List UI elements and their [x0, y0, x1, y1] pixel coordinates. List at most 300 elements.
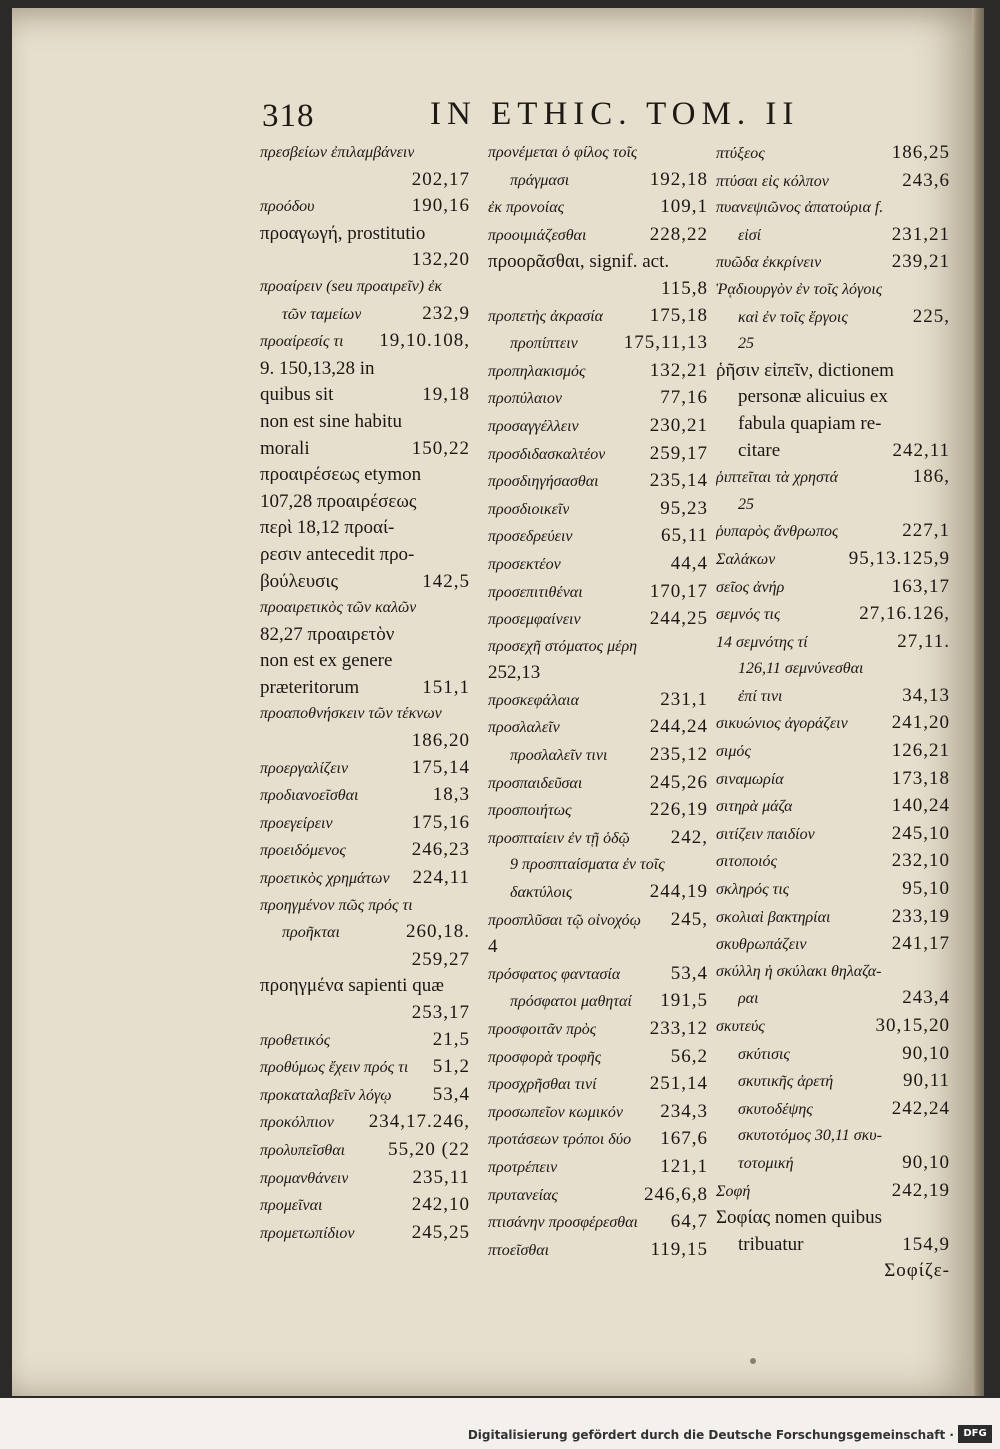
index-entry	[260, 247, 470, 274]
index-term: προορᾶσθαι, signif. act.	[488, 251, 670, 273]
index-entry	[260, 837, 470, 865]
dfg-logo: DFG	[958, 1425, 992, 1443]
index-reference: 245,	[670, 908, 708, 930]
index-entry	[488, 1209, 708, 1237]
index-reference: 186,25	[891, 142, 950, 163]
index-term: σκύτισις	[738, 1045, 790, 1063]
index-term: σεμνός τις	[716, 606, 781, 624]
index-entry	[716, 985, 950, 1013]
index-entry	[260, 328, 470, 356]
index-entry	[716, 959, 950, 986]
index-entry	[488, 714, 708, 742]
index-entry	[716, 656, 950, 683]
index-reference: 119,15	[650, 1238, 708, 1260]
index-entry	[488, 385, 708, 413]
index-reference: 151,1	[422, 676, 470, 698]
index-reference: 175,16	[411, 811, 470, 833]
index-reference: 233,19	[891, 905, 950, 927]
index-reference: 245,10	[891, 822, 950, 844]
index-reference: 140,24	[891, 795, 950, 817]
index-reference: 243,4	[902, 987, 950, 1009]
index-reference: 192,18	[649, 168, 708, 190]
index-entry	[716, 738, 950, 766]
index-term: σιναμωρία	[716, 770, 784, 788]
index-reference: 64,7	[670, 1211, 708, 1233]
index-term: 25	[738, 495, 754, 513]
index-entry	[260, 1137, 470, 1165]
index-entry	[716, 249, 950, 277]
index-reference: 115,8	[660, 277, 708, 299]
index-entry	[716, 492, 950, 519]
index-reference: 232,10	[891, 850, 950, 872]
index-term: προόδου	[260, 198, 315, 216]
index-entry	[716, 1068, 950, 1096]
index-reference: 245,25	[411, 1221, 470, 1243]
index-term: personæ alicuius ex	[738, 386, 888, 408]
index-entry	[488, 1237, 708, 1265]
index-reference: 132,20	[411, 249, 470, 271]
index-term: 14 σεμνότης τί	[716, 633, 808, 651]
index-entry	[488, 496, 708, 524]
index-entry	[260, 301, 470, 329]
index-term: præteritorum	[260, 676, 360, 698]
index-term: tribuatur	[738, 1233, 804, 1255]
index-entry	[488, 249, 708, 276]
index-term: προσποιήτως	[488, 802, 572, 820]
index-term: quibus sit	[260, 384, 334, 406]
index-entry	[260, 728, 470, 755]
index-term: προετικὸς χρημάτων	[260, 870, 390, 888]
index-term: ἐκ προνοίας	[488, 199, 565, 217]
index-term: Ῥᾳδιουργὸν ἐν τοῖς λόγοις	[716, 280, 883, 298]
index-term: ῥιπτεῖται τὰ χρηστά	[716, 469, 838, 487]
index-entry	[260, 622, 470, 649]
index-term: ρεσιν antecedit προ-	[260, 543, 415, 565]
index-term: προσεπιτιθέναι	[488, 583, 583, 601]
index-reference: 44,4	[670, 552, 708, 574]
index-term: σιτηρὰ μάζα	[716, 798, 793, 816]
index-entry	[260, 515, 470, 542]
index-reference: 18,3	[432, 784, 470, 806]
index-entry	[716, 1178, 950, 1206]
index-reference: 95,10	[902, 878, 950, 900]
index-term: προσφοιτᾶν πρὸς	[488, 1021, 597, 1038]
index-entry	[488, 879, 708, 907]
index-entry	[260, 595, 470, 622]
index-term: περὶ 18,12 προαί-	[260, 517, 395, 539]
index-entry	[260, 193, 470, 221]
index-entry	[716, 277, 950, 304]
footer-bar	[0, 1398, 1000, 1449]
index-entry	[716, 438, 950, 465]
index-entry	[716, 304, 950, 332]
index-term: προηγμένον πῶς πρός τι	[260, 896, 413, 914]
index-term: προπηλακισμός	[488, 362, 586, 380]
index-entry	[260, 1220, 470, 1248]
index-entry	[260, 167, 470, 194]
index-reference: 90,10	[902, 1151, 950, 1173]
index-term: προνέμεται ὁ φίλος τοῖς	[488, 144, 638, 161]
index-reference: 175,18	[649, 304, 708, 326]
index-reference: 224,11	[412, 867, 470, 889]
index-term: προσεδρεύειν	[488, 528, 573, 546]
index-column-2	[488, 140, 708, 1264]
index-reference: 227,1	[902, 520, 950, 542]
index-entry	[716, 1096, 950, 1124]
index-entry	[260, 701, 470, 728]
index-term: 25	[738, 335, 754, 353]
index-entry	[488, 742, 708, 770]
index-term: πτισάνην προσφέρεσθαι	[488, 1214, 638, 1232]
index-term: προσωπεῖον κωμικόν	[488, 1103, 623, 1121]
index-entry	[716, 1205, 950, 1232]
index-term: προκόλπιον	[260, 1114, 334, 1132]
index-entry	[260, 973, 470, 1000]
index-term: fabula quapiam re-	[738, 412, 882, 434]
index-entry	[488, 441, 708, 469]
index-term: προειδόμενος	[260, 842, 346, 860]
index-entry	[260, 1109, 470, 1137]
index-term: προηγμένα sapienti quæ	[260, 975, 444, 997]
index-reference: 173,18	[891, 767, 950, 789]
index-entry	[488, 222, 708, 250]
index-entry	[488, 523, 708, 551]
index-reference: 260,18.	[406, 921, 470, 943]
index-entry	[488, 934, 708, 961]
index-entry	[260, 569, 470, 596]
index-term: Σοφή	[716, 1182, 751, 1200]
index-reference: 56,2	[670, 1045, 708, 1067]
index-entry	[488, 852, 708, 879]
index-entry	[488, 358, 708, 386]
index-entry	[716, 601, 950, 629]
index-entry	[260, 221, 470, 248]
index-entry	[488, 961, 708, 989]
index-term: προοιμιάζεσθαι	[488, 226, 587, 244]
index-term: προπύλαιον	[488, 390, 562, 408]
index-term: προσδιηγήσασθαι	[488, 473, 599, 491]
index-reference: 186,	[912, 466, 950, 488]
index-entry	[260, 810, 470, 838]
index-term: προαίρειν (seu προαιρεῖν) ἐκ	[260, 277, 443, 295]
index-reference: 234,17.246,	[368, 1111, 470, 1133]
index-term: σικυώνιος ἀγοράζειν	[716, 715, 848, 733]
index-reference: 202,17	[411, 168, 470, 190]
index-term: προαιρέσεως etymon	[260, 464, 422, 486]
index-reference: Σοφίζε-	[884, 1260, 950, 1282]
index-term: προσπταίειν ἐν τῇ ὁδῷ	[488, 829, 630, 847]
index-term: Σοφίας nomen quibus	[716, 1207, 882, 1229]
index-entry	[716, 195, 950, 222]
index-entry	[716, 1150, 950, 1178]
index-term: προσχρῆσθαι τινί	[488, 1076, 597, 1094]
index-reference: 234,3	[660, 1100, 708, 1122]
index-entry	[488, 687, 708, 715]
index-entry	[260, 947, 470, 974]
index-reference: 232,9	[422, 302, 470, 324]
index-entry	[488, 413, 708, 441]
index-term: σιτοποιός	[716, 853, 778, 871]
index-reference: 190,16	[411, 195, 470, 217]
index-entry	[488, 907, 708, 935]
index-entry	[488, 606, 708, 634]
index-reference: 90,10	[902, 1042, 950, 1064]
index-term: Σαλάκων	[716, 550, 776, 568]
index-term: ῥυπαρὸς ἄνθρωπος	[716, 523, 839, 541]
index-entry	[260, 356, 470, 383]
index-entry	[260, 675, 470, 702]
index-reference: 244,24	[649, 716, 708, 738]
index-reference: 230,21	[649, 414, 708, 436]
index-entry	[488, 634, 708, 661]
index-entry	[716, 574, 950, 602]
index-term: citare	[738, 439, 781, 461]
index-entry	[716, 464, 950, 492]
index-reference: 175,11,13	[623, 332, 708, 354]
page-number: 318	[262, 98, 315, 134]
index-term: προλυπεῖσθαι	[260, 1141, 346, 1159]
footer-credit: Digitalisierung gefördert durch die Deutsche Forschungsgemeinschaft ·	[467, 1428, 954, 1442]
index-term: προδιανοεῖσθαι	[260, 787, 359, 805]
index-term: πρόσφατος φαντασία	[488, 965, 621, 983]
index-entry	[716, 384, 950, 411]
index-column-1	[260, 140, 470, 1247]
index-entry	[716, 411, 950, 438]
index-entry	[488, 660, 708, 687]
index-term: προσπλῦσαι τῷ οἰνοχόῳ	[488, 911, 641, 929]
ink-spot	[750, 1358, 756, 1364]
index-term: προσλαλεῖν	[488, 719, 560, 737]
index-term: ραι	[738, 990, 759, 1008]
index-entry	[260, 462, 470, 489]
index-term: 9. 150,13,28 in	[260, 357, 375, 379]
index-term: σκολιαὶ βακτηρίαι	[716, 908, 831, 926]
index-entry	[488, 1126, 708, 1154]
running-head	[262, 96, 982, 140]
index-entry	[716, 1013, 950, 1041]
index-term: σεῖος ἀνήρ	[716, 578, 785, 596]
index-reference: 226,19	[649, 799, 708, 821]
index-entry	[716, 140, 950, 168]
index-entry	[716, 168, 950, 196]
index-reference: 132,21	[649, 359, 708, 381]
index-reference: 53,4	[670, 962, 708, 984]
index-reference: 30,15,20	[875, 1015, 950, 1036]
index-entry	[716, 1232, 950, 1259]
index-entry	[716, 546, 950, 574]
index-term: ῥῆσιν εἰπεῖν, dictionem	[716, 359, 894, 381]
index-term: προαιρετικὸς τῶν καλῶν	[260, 599, 417, 617]
index-entry	[260, 1165, 470, 1193]
index-term: morali	[260, 437, 310, 459]
index-term: προπετὴς ἀκρασία	[488, 307, 604, 325]
index-reference: 253,17	[411, 1002, 470, 1023]
page-title: IN ETHIC. TOM. II	[430, 96, 800, 132]
index-entry	[716, 222, 950, 250]
index-term: προαποθνήσκειν τῶν τέκνων	[260, 705, 442, 723]
index-reference: 186,20	[411, 730, 470, 752]
index-term: προσεχῆ στόματος μέρη	[488, 637, 638, 655]
index-entry	[488, 194, 708, 222]
index-term: προσδιδασκαλτέον	[488, 445, 606, 463]
index-reference: 242,	[670, 826, 708, 848]
index-reference: 90,11	[902, 1070, 950, 1092]
index-reference: 109,1	[660, 196, 708, 218]
index-term: πυανεψιῶνος ἀπατούρια f.	[716, 199, 884, 217]
index-term: προτρέπειν	[488, 1158, 558, 1176]
index-term: σκυθρωπάζειν	[716, 936, 807, 954]
index-term: προαίρεσίς τι	[260, 333, 344, 351]
index-reference: 34,13	[902, 684, 950, 706]
index-entry	[488, 1154, 708, 1182]
index-entry	[488, 167, 708, 195]
index-reference: 235,11	[412, 1166, 470, 1188]
index-term: 4	[488, 936, 498, 958]
index-reference: 53,4	[432, 1083, 470, 1105]
index-entry	[260, 140, 470, 167]
index-term: 252,13	[488, 662, 541, 684]
index-term: προσεμφαίνειν	[488, 611, 581, 629]
index-reference: 27,16.126,	[859, 603, 950, 625]
index-term: προσαγγέλλειν	[488, 417, 579, 435]
index-reference: 231,21	[891, 223, 950, 245]
index-term: σκυτοτόμος 30,11 σκυ-	[738, 1127, 882, 1145]
index-entry	[716, 821, 950, 849]
index-term: σκύλλη ἡ σκύλακι θηλαζα-	[716, 962, 882, 980]
index-term: προμανθάνειν	[260, 1169, 349, 1187]
index-term: σιμός	[716, 743, 751, 761]
index-entry	[260, 436, 470, 463]
index-term: καὶ ἐν τοῖς ἔργοις	[738, 308, 848, 326]
index-entry	[260, 542, 470, 569]
index-entry	[260, 382, 470, 409]
index-term: 82,27 προαιρετὸν	[260, 623, 395, 645]
index-entry	[260, 489, 470, 516]
index-reference: 142,5	[422, 570, 470, 592]
index-entry	[488, 330, 708, 358]
index-term: σκυτικῆς ἀρετή	[738, 1073, 834, 1091]
index-term: προῆκται	[282, 924, 340, 942]
index-reference: 231,1	[660, 688, 708, 710]
index-entry	[260, 1054, 470, 1082]
index-reference: 55,20 (22	[388, 1138, 470, 1160]
index-reference: 246,6,8	[644, 1183, 708, 1205]
index-entry	[716, 848, 950, 876]
index-reference: 191,5	[660, 990, 708, 1012]
index-entry	[488, 1071, 708, 1099]
index-entry	[488, 770, 708, 798]
index-entry	[716, 518, 950, 546]
index-reference: 27,11.	[897, 630, 950, 652]
index-reference: 154,9	[902, 1233, 950, 1255]
index-reference: 233,12	[649, 1018, 708, 1039]
index-term: προσπαιδεῦσαι	[488, 774, 583, 792]
index-entry	[488, 303, 708, 331]
index-term: προσεκτέον	[488, 555, 561, 573]
index-entry	[716, 931, 950, 959]
index-term: προμεῖναι	[260, 1197, 323, 1215]
index-entry	[260, 409, 470, 436]
index-entry	[260, 755, 470, 783]
index-entry	[716, 683, 950, 711]
index-entry	[488, 551, 708, 579]
index-reference: 242,19	[891, 1179, 950, 1201]
index-reference: 245,26	[649, 771, 708, 793]
index-entry	[716, 876, 950, 904]
index-reference: 242,11	[892, 439, 950, 461]
index-entry	[488, 988, 708, 1016]
index-term: εἰσί	[738, 226, 762, 244]
index-reference: 235,12	[649, 744, 708, 766]
index-term: σκυτεύς	[716, 1018, 765, 1035]
index-entry	[488, 579, 708, 607]
index-term: προεργαλίζειν	[260, 759, 349, 777]
index-reference: 242,24	[891, 1097, 950, 1119]
index-reference: 77,16	[660, 387, 708, 409]
index-reference: 163,17	[891, 575, 950, 597]
index-term: βούλευσις	[260, 570, 339, 592]
index-entry	[260, 893, 470, 920]
index-reference: 243,6	[902, 169, 950, 191]
index-reference: 175,14	[411, 756, 470, 778]
index-reference: 65,11	[660, 525, 708, 547]
index-entry	[716, 793, 950, 821]
index-term: non est ex genere	[260, 650, 393, 672]
index-term: πράγμασι	[510, 171, 570, 189]
index-reference: 259,17	[649, 442, 708, 464]
index-entry	[260, 648, 470, 675]
index-term: δακτύλοις	[510, 884, 573, 902]
index-reference: 121,1	[660, 1155, 708, 1177]
index-reference: 167,6	[660, 1128, 708, 1150]
index-reference: 21,5	[432, 1028, 470, 1050]
index-entry	[716, 1041, 950, 1069]
index-entry	[716, 1258, 950, 1285]
index-term: ἐπί τινι	[738, 687, 783, 705]
index-term: προσδιοικεῖν	[488, 500, 570, 518]
index-reference: 19,10.108,	[379, 330, 470, 352]
index-entry	[716, 629, 950, 657]
index-term: τῶν ταμείων	[282, 305, 362, 323]
index-entry	[716, 1123, 950, 1150]
index-term: προσφορὰ τροφῆς	[488, 1048, 602, 1066]
index-entry	[488, 140, 708, 167]
index-term: προσλαλεῖν τινι	[510, 747, 608, 765]
index-entry	[260, 1192, 470, 1220]
index-entry	[716, 331, 950, 358]
index-reference: 251,14	[649, 1073, 708, 1095]
index-entry	[488, 1099, 708, 1127]
index-entry	[488, 468, 708, 496]
index-term: προαγωγή, prostitutio	[260, 222, 426, 244]
index-term: προθετικός	[260, 1031, 331, 1049]
index-reference: 126,21	[891, 740, 950, 762]
index-term: προπίπτειν	[510, 335, 578, 353]
index-term: σκληρός τις	[716, 881, 790, 899]
index-entry	[488, 825, 708, 853]
index-reference: 259,27	[411, 948, 470, 970]
index-entry	[488, 1044, 708, 1072]
index-term: προθύμως ἔχειν πρός τι	[260, 1059, 409, 1077]
index-term: προκαταλαβεῖν λόγῳ	[260, 1086, 392, 1104]
index-entry	[716, 710, 950, 738]
index-reference: 150,22	[411, 437, 470, 459]
index-column-3	[716, 140, 950, 1285]
index-term: 107,28 προαιρέσεως	[260, 490, 417, 512]
index-term: σιτίζειν παιδίον	[716, 825, 815, 843]
index-term: προεγείρειν	[260, 814, 333, 832]
index-reference: 19,18	[422, 384, 470, 406]
